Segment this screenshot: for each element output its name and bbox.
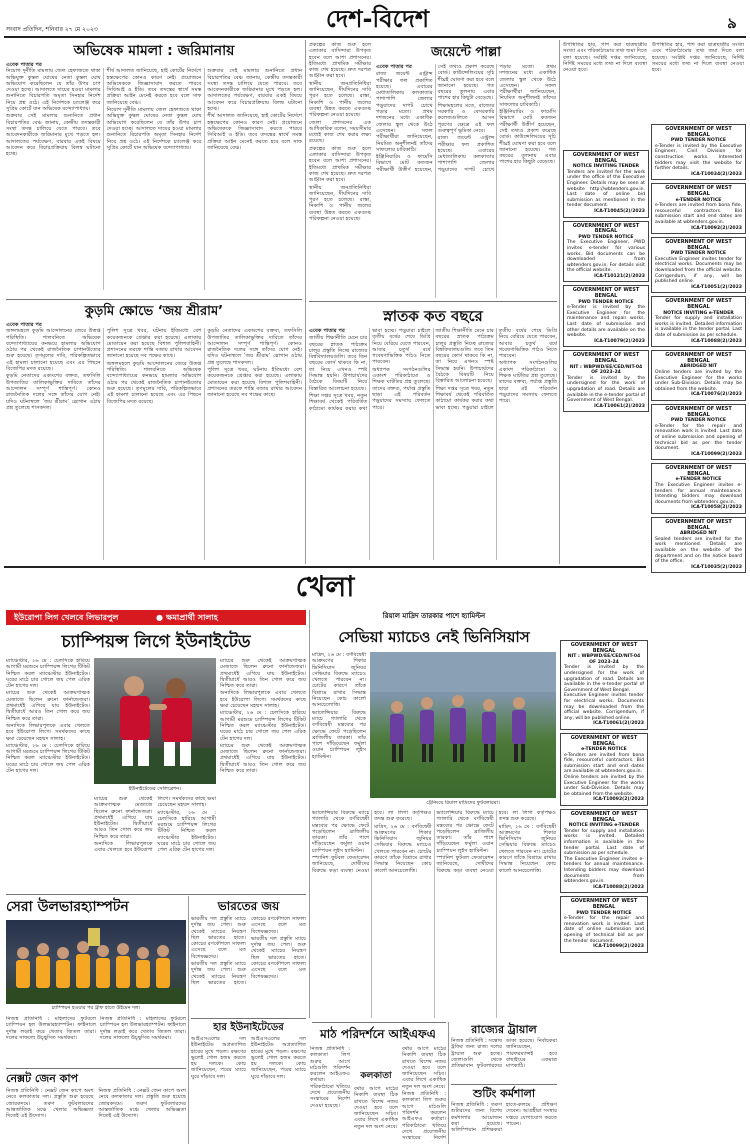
article-bharat bbox=[191, 896, 306, 1016]
column-rule bbox=[188, 896, 189, 1144]
paragraph: জাতীয় শিক্ষানীতি মেনে চার বছরের স্নাতক পাঠ্যক্রম চালুর প্রস্তুতি নিচ্ছে রাজ্যের বিশ্ববিদ্যালয়গুলি। তবে তিন বছরের কোর্স থাকবে কি না, তা নিয়ে এখনও স্পষ্ট সিদ্ধান্ত হয়নি। উপাচার্যদের বৈঠকে বিষয়টি নিয়ে বিস্তারিত আলোচনা হয়েছে। bbox=[435, 328, 494, 385]
article-body bbox=[309, 328, 557, 560]
paragraph: মাদ্রিদ, ২৬ মে : বর্ণবিদ্বেষী আক্রমণের শিকার ভিনিসিয়াস জুনিয়র সেভিয়ার বিরুদ্ধে ম্যাচেও খেলতে পারবেন না। চোটের কারণে তাঁকে বিশ্রামে রাখার সিদ্ধান্ত নিয়েছেন কোচ কার্লো আনচেলোত্তি। bbox=[374, 823, 432, 874]
paragraph: রাজ্য জয়েন্ট এন্ট্রান্স পরীক্ষার ফল প্রকাশিত হয়েছে। এবারের মেধাতালিকায় কলকাতার পাশাপাশি জেলার পড়ুয়াদের দাপট চোখে পড়ার মতো। প্রথম দশজনের মধ্যে একাধিক জেলার স্কুল থেকে উঠে এসেছেন। সফল পরীক্ষার্থীরা জানিয়েছেন, নিয়মিত অনুশীলনই তাঁদের সাফল্যের চাবিকাঠি। bbox=[437, 64, 556, 173]
paragraph: শুক্রবার সেই মামলার শুনানিতে প্রধান বিচারপতির বেঞ্চ জানায়, কেন্দ্রীয় তদন্তকারী সংস্থা তদন্ত চালিয়ে যেতে পারবে। তবে আবেদনকারীকে জরিমানার মুখে পড়তে হল। আদালতের পর্যবেক্ষণ, বারবার একই বিষয়ে আবেদন করে বিচারপ্রক্রিয়ায় বিলম্ব ঘটানো হচ্ছে। bbox=[207, 68, 302, 113]
tender-notice: GOVERNMENT OF WEST BENGAL e-TENDER NOTICE The Executive Engineer invites e-tenders for annual maintenance. Intending bidders may download documents from wbtenders.gov.in. ICA-T10058(2)/2023 bbox=[651, 463, 746, 514]
article-body bbox=[312, 810, 556, 1018]
paragraph: ম্যাচের শুরু থেকেই আক্রমণাত্মক মেজাজে ছিলেন ব্রুনো ফার্নান্ডেজরা। প্রথমার্ধেই এগিয়ে যায় ইউনাইটেড। দ্বিতীয়ার্ধে আরও তিন গোল করে জয় নিশ্চিত করে তারা। bbox=[220, 658, 306, 690]
article-body bbox=[6, 658, 90, 890]
headline: নেক্সট জেন কাপ bbox=[6, 1072, 78, 1085]
paragraph: নিজস্ব প্রতিনিধি : কলকাতা লিগ শুরুর আগে মাঠগুলি পরিদর্শন করলেন আইএফএ কর্তারা। পরিকাঠামো খতিয়ে দেখে প্রয়োজনীয় সংস্কারের নির্দেশ bbox=[402, 1091, 446, 1142]
article-wolves bbox=[6, 896, 186, 1014]
paragraph: ম্যাচের শুরু থেকেই আক্রমণাত্মক মেজাজে ছিলেন ব্রুনো ফার্নান্ডেজরা। প্রথমার্ধেই এগিয়ে যায় ইউনাইটেড। দ্বিতীয়ার্ধে আরও তিন গোল করে জয় নিশ্চিত করে তারা। bbox=[6, 690, 90, 722]
tender-notice: GOVERNMENT OF WEST BENGAL NOTICE INVITING TENDER Tenders are invited for the work under the office of the Executive Engineer. Details may be seen at website http://wbtenders.gov.in. Last date of online bid submission as mentioned in the tender document. ICA-T10045(2)/2023 bbox=[563, 150, 649, 218]
column-rule bbox=[559, 40, 560, 564]
article-body bbox=[191, 1036, 306, 1142]
tender-column bbox=[651, 124, 746, 1144]
paragraph: নিজস্ব প্রতিনিধি : সন্তোষ ট্রফির জন্য রাজ্য দলের ট্রায়াল শুরু হচ্ছে। জেলাগুলি থেকে প্রতিভাবান ফুটবলারদের ডাকা হয়েছে। নির্বাচকরা জানিয়েছেন, পারফরম্যান্সই হবে বাছাইয়ের একমাত্র মাপকাঠি। bbox=[451, 1038, 557, 1070]
article-body bbox=[451, 1038, 557, 1082]
paragraph: ম্যাঞ্চেস্টার, ২৬ মে : চেলসিকে হারিয়ে আগামী মরশুমে চ্যাম্পিয়ন্স লিগের টিকিট নিশ্চিত করল ম্যাঞ্চেস্টার ইউনাইটেড। ঘরের মাঠে চার গোলে জয় পেল এরিক টেন হাগের দল। bbox=[157, 809, 216, 854]
paragraph: অন্যদিকে লিভারপুলকে এবার খেলতে হবে ইউরোপা লিগে। সমর্থকদের কাছে ক্ষমা চেয়েছেন মহম্মদ সালাহ। bbox=[94, 796, 216, 854]
paragraph: ম্যাঞ্চেস্টার, ২৬ মে : চেলসিকে হারিয়ে আগামী মরশুমে চ্যাম্পিয়ন্স লিগের টিকিট নিশ্চিত করল ম্যাঞ্চেস্টার ইউনাইটেড। ঘরের মাঠে চার গোলে জয় পেল এরিক টেন হাগের দল। bbox=[220, 710, 306, 742]
tender-notice: GOVERNMENT OF WEST BENGAL PWD TENDER NOTICE e-Tender is invited by the Executive Engineer for the maintenance and repair works. Last date of submission and other details are available on the website. ICA-T10079(2)/2023 bbox=[563, 285, 649, 347]
tender-notice: GOVERNMENT OF WEST BENGAL e-TENDER NOTICE e-Tenders are invited from bona fide, resourceful contractors. Bid submission start and end dates are available at wbtenders.gov.in. ICA-T10092(2)/2023 bbox=[651, 183, 746, 234]
article-ifa bbox=[310, 1024, 446, 1144]
photo-caption: চ্যাম্পিয়ন হওয়ার পর ট্রফি হাতে উইমেন দল। bbox=[51, 1005, 141, 1011]
photo-caption: ইউনাইটেডের সেলিব্রেশন। bbox=[128, 786, 182, 792]
article-rajya bbox=[451, 1022, 557, 1082]
continuation-column bbox=[309, 42, 371, 302]
paragraph: নিয়োগ দুর্নীতি মামলায় জেল হেফাজতে থাকা অভিযুক্ত কুন্তল ঘোষের নেতা কুন্তল ঘোষ অভিযোগ করেছিলেন যে তাঁর উপর চাপ দেওয়া হচ্ছে। আদালতে দায়ের হওয়া মামলার শুনানিতে বিচারপতি অমৃতা সিনহার নির্দেশ নিয়ে প্রশ্ন ওঠে। এই নির্দেশকে চ্যালেঞ্জ করে সুপ্রিম কোর্টে যান অভিষেক বন্দ্যোপাধ্যায়। bbox=[106, 107, 202, 151]
dateline: এবেক পাতার পর bbox=[6, 322, 42, 328]
paragraph: শীর্ষ আদালত জানিয়েছে, হাই কোর্টের নির্দেশে হস্তক্ষেপের কোনও কারণ নেই। প্রয়োজনে অভিষেককে জিজ্ঞাসাবাদ করতে পারবে সিবিআই ও ইডি। তবে তদন্তের স্বার্থে সমস্ত প্রক্রিয়া আইন মেনেই করতে হবে বলে সাফ জানিয়েছে বেঞ্চ। bbox=[207, 113, 302, 151]
sports-strap bbox=[6, 610, 306, 625]
masthead-date: সংবাদ প্রতিদিন, শনিবার ২৭ মে ২০২৩ bbox=[6, 26, 98, 33]
article-snatak bbox=[309, 304, 557, 564]
paragraph: বর্ষার আগে মাঠের নিকাশি ব্যবস্থা ঠিক রাখতে বিশেষ নজর দেওয়া হবে বলে জানিয়েছেন সচিব। এবার লিগে একাধিক নতুন দল অংশ নেবে। bbox=[402, 1046, 446, 1090]
paragraph: পুলিশ সূত্রে খবর, ঘটনায় ইতিমধ্যে বেশ কয়েকজনকে গ্রেপ্তার করা হয়েছে। এলাকায় মোতায়েন করা হয়েছে বিশাল পুলিশবাহিনী। প্রশাসনের তরফে শান্তি বজায় রাখার আবেদন জানানো হয়েছে সব পক্ষের কাছে। bbox=[207, 367, 302, 399]
paragraph: ম্যাঞ্চেস্টার, ২৬ মে : চেলসিকে হারিয়ে আগামী মরশুমে চ্যাম্পিয়ন্স লিগের টিকিট নিশ্চিত করল ম্যাঞ্চেস্টার ইউনাইটেড। ঘরের মাঠে চার গোলে জয় পেল এরিক টেন হাগের দল। bbox=[6, 658, 90, 690]
paragraph: নিয়োগ দুর্নীতি মামলায় জেল হেফাজতে থাকা অভিযুক্ত কুন্তল ঘোষের নেতা কুন্তল ঘোষ অভিযোগ করেছিলেন যে তাঁর উপর চাপ দেওয়া হচ্ছে। আদালতে দায়ের হওয়া মামলার শুনানিতে বিচারপতি অমৃতা সিনহার নির্দেশ নিয়ে প্রশ্ন ওঠে। এই নির্দেশকে চ্যালেঞ্জ করে সুপ্রিম কোর্টে যান অভিষেক বন্দ্যোপাধ্যায়। bbox=[6, 68, 101, 113]
tender-notice: GOVERNMENT OF WEST BENGAL PWD TENDER NOTICE Executive Engineer invites tender for electrical works. Documents may be downloaded from the official website. Corrigendum, if any, will be published online. ICA-T10051(2)/2023 bbox=[651, 237, 746, 293]
article-man-utd bbox=[6, 628, 306, 892]
training-illustration bbox=[370, 652, 556, 798]
wolves-body bbox=[100, 1016, 186, 1066]
divider bbox=[312, 1022, 446, 1023]
article-har bbox=[191, 1020, 306, 1144]
article-body bbox=[6, 1088, 186, 1142]
divider bbox=[191, 1018, 306, 1019]
article-body bbox=[312, 652, 366, 792]
bullet-icon: ● bbox=[156, 613, 163, 622]
paragraph: নিজস্ব প্রতিনিধি : মহিলাদের ফুটবলে চ্যাম্পিয়ন হল উলভারহ্যাম্পটন। ফাইনালে দুর্দান্ত লড়াই করে খেতাব জিতল তারা। দলের সাফল্যে উচ্ছ্বসিত সমর্থকরা। bbox=[6, 1016, 96, 1041]
paragraph: স্থানীয় জনপ্রতিনিধিরা জানিয়েছেন, দীর্ঘদিনের দাবি পূরণ হতে চলেছে। রাস্তা, নিকাশি ও পানীয় জলের ব্যবস্থা উন্নত করতে একগুচ্ছ পরিকল্পনা নেওয়া হয়েছে। bbox=[309, 184, 371, 223]
paragraph: ভ্যালেন্সিয়ার বিরুদ্ধে ম্যাচে গ্যালারি থেকে বর্ণবিদ্বেষী মন্তব্যের পর ক্ষোভে ফেটে পড়েছিলেন ব্রাজিলীয় তারকা। তাঁর পাশে দাঁড়িয়েছেন ফর্মুলা ওয়ান চ্যাম্পিয়ন লুইস হ্যামিল্টন। bbox=[312, 709, 366, 760]
paragraph: জঙ্গলমহলে কুড়মি আন্দোলনের জেরে উত্তপ্ত পরিস্থিতি। শালবনিতে অভিষেক বন্দ্যোপাধ্যায়ের কনভয়ে হামলার অভিযোগ ওঠার পর থেকেই রাজনৈতিক চাপানউতোর শুরু হয়েছে। তৃণমূলের দাবি, পরিকল্পিতভাবে এই হামলা চালানো হয়েছে এবং এর পিছনে বিজেপির মদত রয়েছে। bbox=[106, 360, 202, 405]
wolves-body bbox=[6, 1016, 96, 1066]
paragraph: ম্যাচের শুরু থেকেই আক্রমণাত্মক মেজাজে ছিলেন ব্রুনো ফার্নান্ডেজরা। প্রথমার্ধেই এগিয়ে যায় ইউনাইটেড। দ্বিতীয়ার্ধে আরও তিন গোল করে জয় নিশ্চিত করে তারা। bbox=[94, 796, 153, 840]
paragraph: জেলা প্রশাসনের এক আধিকারিক বলেন, সময়সীমার মধ্যেই কাজ শেষ করার লক্ষ্য রয়েছে। bbox=[309, 119, 371, 145]
paragraph: কুড়মি নেতাদের একাংশের বক্তব্য, তফসিলি উপজাতির তালিকাভুক্তির দাবিতে তাঁদের আন্দোলন সম্পূর্ণ শান্তিপূর্ণ। কোনও রাজনৈতিক দলের সঙ্গে তাঁদের যোগ নেই। যদিও ঘটনাস্থলে ‘জয় শ্রীরাম’ স্লোগান ওঠায় প্রশ্ন তুলেছে শাসকদল। bbox=[6, 373, 101, 411]
headline: ভারতের জয় bbox=[217, 899, 280, 913]
tender-column bbox=[560, 640, 648, 1144]
paragraph: ভারতীয় দল প্রস্তুতি ম্যাচে দুর্দান্ত জয় পেল। শুরু থেকেই ম্যাচের নিয়ন্ত্রণ ছিল ভারতের হাতে। কোচের রণকৌশলে সাফল্য এসেছে বলে মত বিশেষজ্ঞদের। bbox=[191, 916, 246, 960]
headline: কুড়মি ক্ষোভে ‘জয় শ্রীরাম’ bbox=[84, 304, 224, 319]
paragraph: শিক্ষা দপ্তর সূত্রে খবর, নতুন শিক্ষাবর্ষ থেকেই পরিবর্তিত কাঠামো কার্যকর করার কথা ভাবা হচ্ছে। পড়ুয়ারা চাইলে তৃতীয় বর্ষের শেষে ডিগ্রি নিয়ে বেরিয়ে যেতে পারবেন, আবার চতুর্থ বর্ষে গবেষণাভিত্তিক পাঠও নিতে পারবেন। bbox=[309, 328, 431, 412]
paragraph: রাজ্য জয়েন্ট এন্ট্রান্স পরীক্ষার ফল প্রকাশিত হয়েছে। এবারের মেধাতালিকায় কলকাতার পাশাপাশি জেলার পড়ুয়াদের দাপট চোখে পড়ার মতো। প্রথম দশজনের মধ্যে একাধিক জেলার স্কুল থেকে উঠে এসেছেন। সফল পরীক্ষার্থীরা জানিয়েছেন, নিয়মিত অনুশীলনই তাঁদের সাফল্যের চাবিকাঠি। bbox=[376, 71, 433, 153]
team-celebration-illustration bbox=[6, 920, 186, 1004]
right-top-text bbox=[563, 42, 647, 112]
paragraph: স্প্যানিশ ফুটবল ফেডারেশন জানিয়েছে, দোষীদের বিরুদ্ধে কড়া ব্যবস্থা নেওয়া হবে। লা লিগা কর্তৃপক্ষও তদন্ত শুরু করেছে। bbox=[312, 810, 432, 874]
headline: রাজ্যের ট্রায়াল bbox=[471, 1023, 537, 1036]
column-rule bbox=[448, 1022, 449, 1144]
paragraph: অধ্যাপক সংগঠনগুলির একাংশ পরিকাঠামো ও শিক্ষক ঘাটতির প্রশ্ন তুলেছে। তাদের বক্তব্য, পর্যাপ্ত প্রস্তুতি ছাড়া এই পরিবর্তন পড়ুয়াদের সমস্যায় ফেলতে পারে। bbox=[372, 366, 431, 411]
divider bbox=[6, 894, 306, 895]
tender-notice: GOVERNMENT OF WEST BENGAL PWD TENDER NOTICE e-Tender is invited by the Executive Engineer, Civil Division for construction works. Interested bidders may visit the website for further details. ICA-T10034(2)/2023 bbox=[651, 124, 746, 180]
paragraph: নিজস্ব প্রতিনিধি : মহিলাদের ফুটবলে চ্যাম্পিয়ন হল উলভারহ্যাম্পটন। ফাইনালে দুর্দান্ত লড়াই করে খেতাব জিতল তারা। দলের সাফল্যে উচ্ছ্বসিত সমর্থকরা। bbox=[100, 1016, 186, 1041]
sports-title: খেলা bbox=[295, 570, 355, 603]
article-body bbox=[354, 1086, 398, 1142]
paragraph: স্প্যানিশ ফুটবল ফেডারেশন জানিয়েছে, দোষীদের বিরুদ্ধে কড়া ব্যবস্থা নেওয়া হবে। লা লিগা কর্তৃপক্ষও তদন্ত শুরু করেছে। bbox=[436, 810, 556, 874]
paragraph: পুলিশ সূত্রে খবর, ঘটনায় ইতিমধ্যে বেশ কয়েকজনকে গ্রেপ্তার করা হয়েছে। এলাকায় মোতায়েন করা হয়েছে বিশাল পুলিশবাহিনী। প্রশাসনের তরফে শান্তি বজায় রাখার আবেদন জানানো হয়েছে সব পক্ষের কাছে। bbox=[106, 328, 202, 360]
paragraph: ইঞ্জিনিয়ারিং ও ফার্মেসি বিভাগে মোট কতজন পরীক্ষার্থী উত্তীর্ণ হয়েছেন, সেই তথ্যও প্রকাশ করেছে বোর্ড। কাউন্সেলিংয়ের সূচি শীঘ্রই ঘোষণা করা হবে বলে জানানো হয়েছে। গত বছরের তুলনায় এবার পাশের হার কিছুটা বেড়েছে। bbox=[376, 64, 495, 173]
tender-notice: GOVERNMENT OF WEST BENGAL e-TENDER NOTICE e-Tenders are invited from bona fide, resourceful contractors. Bid submission start and end dates are available at wbtenders.gov.in. Online tenders are invited by the Executive Engineer for the works under Sub-Division. Details may be obtained from the website. ICA-T10092(2)/2023 bbox=[560, 733, 648, 806]
article-abhishek bbox=[6, 40, 302, 298]
paragraph: নিজস্ব প্রতিনিধি : কলকাতা লিগ শুরুর আগে মাঠগুলি পরিদর্শন করলেন আইএফএ কর্তারা। পরিকাঠামো খতিয়ে দেখে প্রয়োজনীয় সংস্কারের নির্দেশ দেওয়া হয়েছে। bbox=[310, 1046, 350, 1109]
headline: জয়েন্টে পাল্লা bbox=[430, 45, 502, 60]
paragraph: জাতীয় শিক্ষানীতি মেনে চার বছরের স্নাতক পাঠ্যক্রম চালুর প্রস্তুতি নিচ্ছে রাজ্যের বিশ্ববিদ্যালয়গুলি। তবে তিন বছরের কোর্স থাকবে কি না, তা নিয়ে এখনও স্পষ্ট সিদ্ধান্ত হয়নি। উপাচার্যদের বৈঠকে বিষয়টি নিয়ে বিস্তারিত আলোচনা হয়েছে। bbox=[309, 335, 368, 392]
article-body bbox=[376, 64, 556, 298]
kicker: কলকাতা bbox=[360, 1071, 392, 1081]
paragraph: কুড়মি নেতাদের একাংশের বক্তব্য, তফসিলি উপজাতির তালিকাভুক্তির দাবিতে তাঁদের আন্দোলন সম্পূর্ণ শান্তিপূর্ণ। কোনও রাজনৈতিক দলের সঙ্গে তাঁদের যোগ নেই। যদিও ঘটনাস্থলে ‘জয় শ্রীরাম’ স্লোগান ওঠায় প্রশ্ন তুলেছে শাসকদল। bbox=[207, 328, 302, 366]
article-joyente bbox=[376, 42, 556, 300]
article-body bbox=[94, 796, 216, 890]
article-body bbox=[191, 916, 306, 1014]
tender-notice: GOVERNMENT OF WEST BENGAL PWD TENDER NOTICE e-Tender for the repair and renovation work is invited. Last date of online submission and opening of technical bid as per the tender document. ICA-T10099(2)/2023 bbox=[560, 896, 648, 952]
man-utd-photo bbox=[94, 658, 216, 784]
paragraph: আইএসএলের দল ইউনাইটেড অপ্রত্যাশিত হারের মুখে পড়ল। রক্ষণের ভুলেই গোল হজম করতে হয় দলকে। কোচ জানিয়েছেন, পরের ম্যাচে ঘুরে দাঁড়াবে দল। bbox=[251, 1036, 306, 1080]
divider bbox=[309, 301, 557, 302]
kicker: রিয়াল মাদ্রিদ তারকার পাশে হ্যামিল্টন bbox=[382, 612, 486, 620]
tender-notice: GOVERNMENT OF WEST BENGAL PWD TENDER NOTICE e-Tender for the repair and renovation work is invited. Last date of online submission and opening of technical bid as per the tender document. ICA-T10099(2)/2023 bbox=[651, 404, 746, 460]
paragraph: নিজস্ব প্রতিনিধি : তরুণ শুটারদের জন্য বিশেষ কর্মশালার আয়োজন করা হয়েছে। অলিম্পিয়ান প্রশিক্ষকরা হাতে-কলমে প্রশিক্ষণ দেবেন। আগ্রহীরা সংস্থার দপ্তরে যোগাযোগ করতে পারেন। bbox=[451, 1102, 557, 1134]
headline: শুটিং কর্মশালা bbox=[472, 1087, 536, 1100]
paragraph: অন্যদিকে লিভারপুলকে এবার খেলতে হবে ইউরোপা লিগে। সমর্থকদের কাছে ক্ষমা চেয়েছেন মহম্মদ সালাহ। bbox=[6, 722, 90, 742]
paragraph: শুক্রবার সেই মামলার শুনানিতে প্রধান বিচারপতির বেঞ্চ জানায়, কেন্দ্রীয় তদন্তকারী সংস্থা তদন্ত চালিয়ে যেতে পারবে। তবে আবেদনকারীকে জরিমানার মুখে পড়তে হল। আদালতের পর্যবেক্ষণ, বারবার একই বিষয়ে আবেদন করে বিচারপ্রক্রিয়ায় বিলম্ব ঘটানো হচ্ছে। bbox=[6, 113, 101, 158]
dateline: এবেক পাতার পর bbox=[309, 328, 345, 334]
wolves-photo bbox=[6, 920, 186, 1004]
article-body bbox=[6, 328, 302, 560]
masthead-rule bbox=[4, 36, 746, 38]
article-body bbox=[451, 1102, 557, 1144]
headline: হার ইউনাইটেডের bbox=[213, 1022, 284, 1033]
headline: মাঠ পরিদর্শনে আইএফএ bbox=[320, 1027, 436, 1041]
tender-notice: GOVERNMENT OF WEST BENGAL ABRIDGED NIT Online tenders are invited by the Executive Engineer for the works under Sub-Division. Details may be obtained from the website. ICA-T10076(2)/2023 bbox=[651, 350, 746, 401]
paragraph: স্থানীয় জনপ্রতিনিধিরা জানিয়েছেন, দীর্ঘদিনের দাবি পূরণ হতে চলেছে। রাস্তা, নিকাশি ও পানীয় জলের ব্যবস্থা উন্নত করতে একগুচ্ছ পরিকল্পনা নেওয়া হয়েছে। bbox=[309, 80, 371, 119]
photo-caption: ট্রেনিংয়ে রিয়াল মাদ্রিদের ফুটবলাররা। bbox=[426, 800, 500, 806]
paragraph: শীর্ষ আদালত জানিয়েছে, হাই কোর্টের নির্দেশে হস্তক্ষেপের কোনও কারণ নেই। প্রয়োজনে অভিষেককে জিজ্ঞাসাবাদ করতে পারবে সিবিআই ও ইডি। তবে তদন্তের স্বার্থে সমস্ত প্রক্রিয়া আইন মেনেই করতে হবে বলে সাফ জানিয়েছে বেঞ্চ। bbox=[106, 68, 202, 106]
article-shooting bbox=[451, 1086, 557, 1144]
paragraph: শিক্ষামহলের মতে, রাজ্যের সরকারি ও বেসরকারি কলেজগুলিতে আসন পূরণের ক্ষেত্রে এই ফল গুরুত্বপূর্ণ ভূমিকা নেবে। bbox=[437, 102, 495, 134]
article-body bbox=[220, 658, 306, 890]
paragraph: ইঞ্জিনিয়ারিং ও ফার্মেসি বিভাগে মোট কতজন পরীক্ষার্থী উত্তীর্ণ হয়েছেন, সেই তথ্যও প্রকাশ করেছে বোর্ড। কাউন্সেলিংয়ের সূচি শীঘ্রই ঘোষণা করা হবে বলে জানানো হয়েছে। গত বছরের তুলনায় এবার পাশের হার কিছুটা বেড়েছে। bbox=[499, 109, 556, 166]
paragraph: মাদ্রিদ, ২৬ মে : বর্ণবিদ্বেষী আক্রমণের শিকার ভিনিসিয়াস জুনিয়র সেভিয়ার বিরুদ্ধে ম্যাচেও খেলতে পারবেন না। চোটের কারণে তাঁকে বিশ্রামে রাখার সিদ্ধান্ত নিয়েছেন কোচ কার্লো আনচেলোত্তি। bbox=[312, 652, 366, 709]
headline: সেরা উলভারহ্যাম্পটন bbox=[6, 899, 129, 915]
players-illustration bbox=[94, 658, 216, 784]
paragraph: নিজস্ব প্রতিনিধি : নেক্সট জেন কাপে অংশ নেবে কলকাতার দল। প্রস্তুতি শুরু হয়েছে জোরকদমে। তরুণ ফুটবলারদের আন্তর্জাতিক মঞ্চে খেলার অভিজ্ঞতা দিতেই এই উদ্যোগ। bbox=[6, 1088, 94, 1120]
strap-right: ক্ষমাপ্রার্থী সালাহ bbox=[166, 613, 218, 622]
paragraph: ভারতীয় দল প্রস্তুতি ম্যাচে দুর্দান্ত জয় পেল। শুরু থেকেই ম্যাচের নিয়ন্ত্রণ ছিল ভারতের হাতে। কোচের রণকৌশলে সাফল্য এসেছে বলে মত বিশেষজ্ঞদের। bbox=[251, 935, 306, 980]
paragraph: উপস্থিতির হার, পাশ করা ছাত্রছাত্রীর সংখ্যা এবং পরিকাঠামোর তথ্য জমা দিতে বলা হয়েছে। সংশ্লিষ্ট দপ্তর জানিয়েছে, নির্দিষ্ট সময়ের মধ্যে তথ্য না দিলে ব্যবস্থা নেওয়া হবে। bbox=[563, 42, 647, 74]
tender-column bbox=[563, 150, 649, 570]
paragraph: উপস্থিতির হার, পাশ করা ছাত্রছাত্রীর সংখ্যা এবং পরিকাঠামোর তথ্য জমা দিতে বলা হয়েছে। সংশ্লিষ্ট দপ্তর জানিয়েছে, নির্দিষ্ট সময়ের মধ্যে তথ্য না দিলে ব্যবস্থা নেওয়া হবে। bbox=[652, 42, 744, 74]
section-title: দেশ-বিদেশ bbox=[325, 5, 430, 33]
paragraph: ভ্যালেন্সিয়ার বিরুদ্ধে ম্যাচে গ্যালারি থেকে বর্ণবিদ্বেষী মন্তব্যের পর ক্ষোভে ফেটে পড়েছিলেন ব্রাজিলীয় তারকা। তাঁর পাশে দাঁড়িয়েছেন ফর্মুলা ওয়ান চ্যাম্পিয়ন লুইস হ্যামিল্টন। bbox=[436, 810, 494, 854]
strap-left: ইউরোপা লিগ খেলবে লিভারপুল bbox=[14, 613, 119, 622]
paragraph: প্রকল্পের কাজ শুরু হলে এলাকার বাসিন্দারা উপকৃত হবেন বলে আশা প্রশাসনের। ইতিমধ্যে প্রাথমিক সমীক্ষার কাজ শেষ হয়েছে। দ্রুত দরপত্র আহ্বান করা হবে। bbox=[309, 42, 371, 80]
paragraph: ম্যাচের শুরু থেকেই আক্রমণাত্মক মেজাজে ছিলেন ব্রুনো ফার্নান্ডেজরা। প্রথমার্ধেই এগিয়ে যায় ইউনাইটেড। দ্বিতীয়ার্ধে আরও তিন গোল করে জয় নিশ্চিত করে তারা। bbox=[220, 742, 306, 775]
article-next-gen bbox=[6, 1070, 186, 1144]
paragraph: ম্যাঞ্চেস্টার, ২৬ মে : চেলসিকে হারিয়ে আগামী মরশুমে চ্যাম্পিয়ন্স লিগের টিকিট নিশ্চিত করল ম্যাঞ্চেস্টার ইউনাইটেড। ঘরের মাঠে চার গোলে জয় পেল এরিক টেন হাগের দল। bbox=[6, 742, 90, 775]
headline: স্নাতক কত বছরে bbox=[383, 307, 483, 325]
article-body bbox=[310, 1046, 350, 1142]
divider bbox=[451, 1084, 557, 1085]
paragraph: নিজস্ব প্রতিনিধি : নেক্সট জেন কাপে অংশ নেবে কলকাতার দল। প্রস্তুতি শুরু হয়েছে জোরকদমে। তরুণ ফুটবলারদের আন্তর্জাতিক মঞ্চে খেলার অভিজ্ঞতা দিতেই এই উদ্যোগ। bbox=[98, 1088, 186, 1120]
dateline: এবেক পাতার পর bbox=[376, 64, 412, 70]
tender-notice: GOVERNMENT OF WEST BENGAL PWD TENDER NOTICE The Executive Engineer, PWD invites e-tender for various works. Bid documents can be downloaded from wbtenders.gov.in. For details visit the official website. ICA-T10121(2)/2023 bbox=[563, 221, 649, 283]
article-kurmi bbox=[6, 302, 302, 564]
paragraph: অধ্যাপক সংগঠনগুলির একাংশ পরিকাঠামো ও শিক্ষক ঘাটতির প্রশ্ন তুলেছে। তাদের বক্তব্য, পর্যাপ্ত প্রস্তুতি ছাড়া এই পরিবর্তন পড়ুয়াদের সমস্যায় ফেলতে পারে। bbox=[498, 360, 557, 405]
tender-notice: GOVERNMENT OF WEST BENGAL ABRIDGED NIT Sealed tenders are invited for the work mentioned. Details are available on the website of the department and on the notice board of the office. ICA-T10035(2)/2023 bbox=[651, 517, 746, 573]
paragraph: শিক্ষা দপ্তর সূত্রে খবর, নতুন শিক্ষাবর্ষ থেকেই পরিবর্তিত কাঠামো কার্যকর করার কথা ভাবা হচ্ছে। পড়ুয়ারা চাইলে তৃতীয় বর্ষের শেষে ডিগ্রি নিয়ে বেরিয়ে যেতে পারবেন, আবার চতুর্থ বর্ষে গবেষণাভিত্তিক পাঠও নিতে পারবেন। bbox=[435, 328, 557, 411]
tender-notice: GOVERNMENT OF WEST BENGAL NOTICE INVITING e-TENDER Tender for supply and installation works is invited. Detailed information is available in the tender portal. Last date of submission as per schedule. ICA-T10088(2)/2023 bbox=[651, 296, 746, 347]
masthead bbox=[0, 0, 750, 38]
divider bbox=[6, 1068, 186, 1069]
article-body bbox=[6, 68, 302, 290]
article-vinicius bbox=[312, 624, 556, 1020]
dateline: এবেক পাতার পর bbox=[6, 62, 42, 68]
headline: অভিষেক মামলা : জরিমানায় bbox=[73, 43, 235, 59]
right-top-text bbox=[652, 42, 744, 112]
tender-notice: GOVERNMENT OF WEST BENGAL NIT : WBPWD/EE/CED/NIT-04 OF 2023-24 Tender is invited by the undersigned for the work of upgradation of road. Details are available in the e-tender portal of Government of West Bengal. ICA-T10061(2)/2023 bbox=[563, 350, 649, 412]
paragraph: অন্যদিকে লিভারপুলকে এবার খেলতে হবে ইউরোপা লিগে। সমর্থকদের কাছে ক্ষমা চেয়েছেন মহম্মদ সালাহ। bbox=[220, 690, 306, 710]
divider bbox=[6, 299, 302, 300]
paragraph: মাদ্রিদ, ২৬ মে : বর্ণবিদ্বেষী আক্রমণের শিকার ভিনিসিয়াস জুনিয়র সেভিয়ার বিরুদ্ধে ম্যাচেও খেলতে পারবেন না। চোটের কারণে তাঁকে বিশ্রামে রাখার সিদ্ধান্ত নিয়েছেন কোচ কার্লো আনচেলোত্তি। bbox=[498, 823, 556, 874]
article-body bbox=[402, 1046, 446, 1142]
column-rule bbox=[305, 40, 306, 564]
paragraph: জঙ্গলমহলে কুড়মি আন্দোলনের জেরে উত্তপ্ত পরিস্থিতি। শালবনিতে অভিষেক বন্দ্যোপাধ্যায়ের কনভয়ে হামলার অভিযোগ ওঠার পর থেকেই রাজনৈতিক চাপানউতোর শুরু হয়েছে। তৃণমূলের দাবি, পরিকল্পিতভাবে এই হামলা চালানো হয়েছে এবং এর পিছনে বিজেপির মদত রয়েছে। bbox=[6, 328, 101, 373]
headline: সেভিয়া ম্যাচেও নেই ভিনিসিয়াস bbox=[338, 628, 530, 646]
tender-notice: GOVERNMENT OF WEST BENGAL NIT : WBPWD/EE/CED/NIT-04 OF 2023-24 Tender is invited by the undersigned for the work of upgradation of road. Details are available in the e-tender portal of Government of West Bengal. Executive Engineer invites tender for electrical works. Documents may be downloaded from the official website. Corrigendum, if any, will be published online. ICA-T10061(2)/2023 bbox=[560, 640, 648, 730]
column-rule bbox=[309, 610, 310, 1018]
paragraph: ভ্যালেন্সিয়ার বিরুদ্ধে ম্যাচে গ্যালারি থেকে বর্ণবিদ্বেষী মন্তব্যের পর ক্ষোভে ফেটে পড়েছিলেন ব্রাজিলীয় তারকা। তাঁর পাশে দাঁড়িয়েছেন ফর্মুলা ওয়ান চ্যাম্পিয়ন লুইস হ্যামিল্টন। bbox=[312, 810, 370, 854]
paragraph: ভারতীয় দল প্রস্তুতি ম্যাচে দুর্দান্ত জয় পেল। শুরু থেকেই ম্যাচের নিয়ন্ত্রণ ছিল ভারতের হাতে। কোচের রণকৌশলে সাফল্য এসেছে বলে মত বিশেষজ্ঞদের। bbox=[191, 916, 306, 986]
paragraph: প্রকল্পের কাজ শুরু হলে এলাকার বাসিন্দারা উপকৃত হবেন বলে আশা প্রশাসনের। ইতিমধ্যে প্রাথমিক সমীক্ষার কাজ শেষ হয়েছে। দ্রুত দরপত্র আহ্বান করা হবে। bbox=[309, 145, 371, 184]
training-photo bbox=[370, 652, 556, 798]
paragraph: আইএসএলের দল ইউনাইটেড অপ্রত্যাশিত হারের মুখে পড়ল। রক্ষণের ভুলেই গোল হজম করতে হয় দলকে। কোচ জানিয়েছেন, পরের ম্যাচে ঘুরে দাঁড়াবে দল। bbox=[191, 1036, 246, 1080]
page-number: ৯ bbox=[727, 14, 737, 32]
paragraph: বর্ষার আগে মাঠের নিকাশি ব্যবস্থা ঠিক রাখতে বিশেষ নজর দেওয়া হবে বলে জানিয়েছেন সচিব। এবার লিগে একাধিক নতুন দল অংশ নেবে। bbox=[354, 1086, 398, 1130]
tender-notice: GOVERNMENT OF WEST BENGAL NOTICE INVITING e-TENDER Tender for supply and installation works is invited. Detailed information is available in the tender portal. Last date of submission as per schedule. The Executive Engineer invites e-tenders for annual maintenance. Intending bidders may download documents from wbtenders.gov.in. ICA-T10088(2)/2023 bbox=[560, 809, 648, 893]
headline: চ্যাম্পিয়ন্স লিগে ইউনাইটেড bbox=[61, 632, 251, 652]
